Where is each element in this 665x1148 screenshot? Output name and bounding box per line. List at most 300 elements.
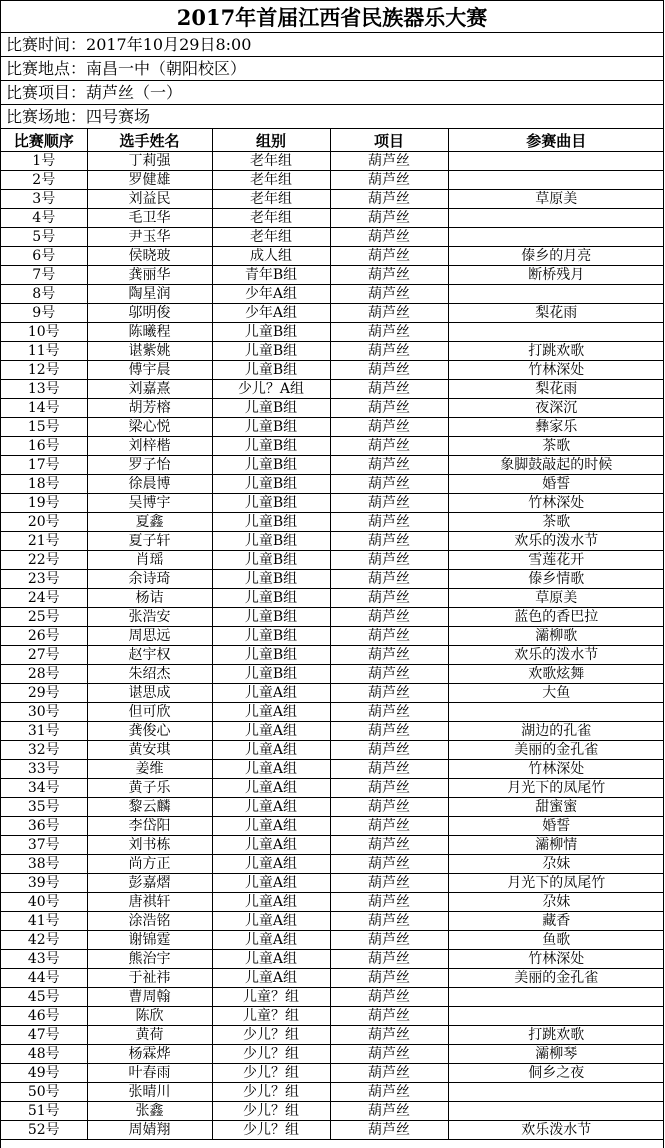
- table-row: [1, 361, 664, 380]
- cell-group: 儿童A组: [212, 760, 330, 779]
- cell-piece: 茶歌: [448, 437, 664, 456]
- cell-group: 儿童B组: [212, 494, 330, 513]
- cell-item: 葫芦丝: [330, 608, 448, 627]
- cell-item: 葫芦丝: [330, 228, 448, 247]
- cell-group: 少年A组: [212, 304, 330, 323]
- cell-piece: 断桥残月: [448, 266, 664, 285]
- cell-piece: [448, 152, 664, 171]
- cell-item: 葫芦丝: [330, 665, 448, 684]
- cell-order: 23号: [1, 570, 87, 589]
- cell-group: 儿童B组: [212, 570, 330, 589]
- cell-piece: 大鱼: [448, 684, 664, 703]
- cell-group: 儿童B组: [212, 551, 330, 570]
- cell-group: 儿童B组: [212, 437, 330, 456]
- cell-order: 35号: [1, 798, 87, 817]
- cell-piece: 灞柳琴: [448, 1045, 664, 1064]
- cell-item: 葫芦丝: [330, 171, 448, 190]
- info-value: 葫芦丝（一）: [86, 83, 183, 102]
- cell-group: 儿童B组: [212, 627, 330, 646]
- cell-order: 30号: [1, 703, 87, 722]
- cell-item: 葫芦丝: [330, 399, 448, 418]
- cell-group: 儿童B组: [212, 646, 330, 665]
- cell-name: 罗子怡: [87, 456, 212, 475]
- cell-item: 葫芦丝: [330, 988, 448, 1007]
- table-row: [1, 741, 664, 760]
- info-value: 四号赛场: [86, 107, 151, 126]
- cell-group: 儿童A组: [212, 969, 330, 988]
- table-row: [1, 798, 664, 817]
- cell-group: 儿童A组: [212, 703, 330, 722]
- table-row: [1, 190, 664, 209]
- info-value: 2017年10月29日8:00: [86, 35, 252, 54]
- table-row: [1, 760, 664, 779]
- info-label: 比赛项目：: [6, 83, 87, 102]
- cell-order: 6号: [1, 247, 87, 266]
- cell-piece: 竹林深处: [448, 950, 664, 969]
- cell-order: 24号: [1, 589, 87, 608]
- table-row: [1, 1045, 664, 1064]
- table-row: [1, 570, 664, 589]
- cell-piece: 象脚鼓敲起的时候: [448, 456, 664, 475]
- cell-item: 葫芦丝: [330, 874, 448, 893]
- cell-group: 儿童？组: [212, 988, 330, 1007]
- cell-group: 儿童A组: [212, 684, 330, 703]
- cell-group: 儿童A组: [212, 722, 330, 741]
- cell-piece: 婚誓: [448, 817, 664, 836]
- cell-name: 陶星润: [87, 285, 212, 304]
- cell-order: 36号: [1, 817, 87, 836]
- cell-group: 老年组: [212, 171, 330, 190]
- cell-piece: 竹林深处: [448, 494, 664, 513]
- cell-order: 41号: [1, 912, 87, 931]
- table-row: [1, 1102, 664, 1121]
- table-row: [1, 513, 664, 532]
- cell-order: 40号: [1, 893, 87, 912]
- cell-order: 18号: [1, 475, 87, 494]
- table-row: [1, 665, 664, 684]
- table-row: [1, 684, 664, 703]
- table-row: [1, 874, 664, 893]
- cell-piece: 草原美: [448, 190, 664, 209]
- cell-name: 朱绍杰: [87, 665, 212, 684]
- table-row: [1, 304, 664, 323]
- cell-group: 儿童B组: [212, 608, 330, 627]
- cell-piece: 甜蜜蜜: [448, 798, 664, 817]
- table-row: [1, 266, 664, 285]
- cell-group: 儿童B组: [212, 323, 330, 342]
- cell-name: 刘梓楷: [87, 437, 212, 456]
- cell-group: 少儿？组: [212, 1045, 330, 1064]
- cell-item: 葫芦丝: [330, 304, 448, 323]
- cell-piece: 尕妹: [448, 893, 664, 912]
- cell-name: 龚丽华: [87, 266, 212, 285]
- info-venue: [1, 105, 663, 129]
- cell-piece: 美丽的金孔雀: [448, 969, 664, 988]
- cell-piece: 傣乡情歌: [448, 570, 664, 589]
- cell-group: 儿童B组: [212, 665, 330, 684]
- cell-name: 陈欣: [87, 1007, 212, 1026]
- cell-item: 葫芦丝: [330, 342, 448, 361]
- cell-name: 龚俊心: [87, 722, 212, 741]
- header-name: 选手姓名: [87, 129, 212, 152]
- cell-order: 2号: [1, 171, 87, 190]
- cell-item: 葫芦丝: [330, 950, 448, 969]
- info-location: [1, 57, 663, 81]
- cell-name: 熊治宇: [87, 950, 212, 969]
- cell-piece: 欢乐的泼水节: [448, 532, 664, 551]
- table-row: [1, 836, 664, 855]
- cell-group: 儿童B组: [212, 475, 330, 494]
- cell-name: 谌紫姚: [87, 342, 212, 361]
- table-row: [1, 1083, 664, 1102]
- table-row: [1, 1007, 664, 1026]
- cell-order: 37号: [1, 836, 87, 855]
- cell-order: 47号: [1, 1026, 87, 1045]
- cell-order: 29号: [1, 684, 87, 703]
- cell-piece: 灞柳歌: [448, 627, 664, 646]
- cell-piece: 打跳欢歌: [448, 342, 664, 361]
- table-row: [1, 475, 664, 494]
- table-row: [1, 589, 664, 608]
- cell-group: 儿童A组: [212, 855, 330, 874]
- cell-name: 刘益民: [87, 190, 212, 209]
- cell-order: 42号: [1, 931, 87, 950]
- cell-name: 傅宇晨: [87, 361, 212, 380]
- cell-order: 45号: [1, 988, 87, 1007]
- cell-name: 彭嘉熠: [87, 874, 212, 893]
- table-row: [1, 722, 664, 741]
- cell-piece: 草原美: [448, 589, 664, 608]
- cell-group: 少儿？组: [212, 1083, 330, 1102]
- info-label: 比赛时间：: [6, 35, 87, 54]
- table-row: [1, 152, 664, 171]
- cell-order: 51号: [1, 1102, 87, 1121]
- cell-item: 葫芦丝: [330, 912, 448, 931]
- cell-group: 儿童B组: [212, 361, 330, 380]
- table-row: [1, 646, 664, 665]
- cell-name: 叶春雨: [87, 1064, 212, 1083]
- cell-name: 李岱阳: [87, 817, 212, 836]
- cell-piece: 藏香: [448, 912, 664, 931]
- table-row: [1, 532, 664, 551]
- table-row: [1, 779, 664, 798]
- cell-group: 少儿？组: [212, 1121, 330, 1140]
- table-row: [1, 399, 664, 418]
- table-body: [1, 152, 664, 1140]
- cell-item: 葫芦丝: [330, 893, 448, 912]
- cell-group: 儿童B组: [212, 532, 330, 551]
- cell-name: 黄安琪: [87, 741, 212, 760]
- cell-order: 25号: [1, 608, 87, 627]
- cell-piece: [448, 323, 664, 342]
- cell-name: 黄荷: [87, 1026, 212, 1045]
- cell-name: 谌思成: [87, 684, 212, 703]
- info-value: 南昌一中（朝阳校区）: [86, 59, 247, 78]
- cell-item: 葫芦丝: [330, 209, 448, 228]
- cell-item: 葫芦丝: [330, 475, 448, 494]
- table-row: [1, 247, 664, 266]
- cell-piece: 月光下的凤尾竹: [448, 874, 664, 893]
- table-row: [1, 988, 664, 1007]
- cell-order: 10号: [1, 323, 87, 342]
- cell-name: 曹周翰: [87, 988, 212, 1007]
- table-row: [1, 855, 664, 874]
- cell-group: 少儿？A组: [212, 380, 330, 399]
- cell-item: 葫芦丝: [330, 646, 448, 665]
- cell-item: 葫芦丝: [330, 684, 448, 703]
- cell-piece: [448, 1102, 664, 1121]
- cell-name: 徐晨博: [87, 475, 212, 494]
- cell-group: 少儿？组: [212, 1064, 330, 1083]
- cell-name: 杨霖烨: [87, 1045, 212, 1064]
- cell-item: 葫芦丝: [330, 418, 448, 437]
- info-event: [1, 81, 663, 105]
- cell-order: 7号: [1, 266, 87, 285]
- cell-order: 43号: [1, 950, 87, 969]
- cell-item: 葫芦丝: [330, 1007, 448, 1026]
- cell-group: 儿童B组: [212, 513, 330, 532]
- cell-item: 葫芦丝: [330, 285, 448, 304]
- cell-item: 葫芦丝: [330, 798, 448, 817]
- schedule-table: [1, 129, 664, 1140]
- table-row: [1, 969, 664, 988]
- cell-order: 5号: [1, 228, 87, 247]
- table-row: [1, 817, 664, 836]
- cell-name: 姜维: [87, 760, 212, 779]
- cell-item: 葫芦丝: [330, 323, 448, 342]
- cell-piece: [448, 171, 664, 190]
- cell-piece: [448, 285, 664, 304]
- cell-group: 儿童A组: [212, 931, 330, 950]
- cell-piece: 欢歌炫舞: [448, 665, 664, 684]
- cell-group: 老年组: [212, 228, 330, 247]
- cell-name: 刘书栋: [87, 836, 212, 855]
- cell-piece: 湖边的孔雀: [448, 722, 664, 741]
- cell-order: 34号: [1, 779, 87, 798]
- cell-name: 余诗琦: [87, 570, 212, 589]
- cell-name: 周婧翔: [87, 1121, 212, 1140]
- cell-group: 老年组: [212, 190, 330, 209]
- cell-order: 22号: [1, 551, 87, 570]
- cell-item: 葫芦丝: [330, 760, 448, 779]
- cell-order: 32号: [1, 741, 87, 760]
- cell-order: 52号: [1, 1121, 87, 1140]
- cell-group: 成人组: [212, 247, 330, 266]
- header-group: 组别: [212, 129, 330, 152]
- cell-item: 葫芦丝: [330, 836, 448, 855]
- cell-group: 儿童B组: [212, 456, 330, 475]
- cell-name: 毛卫华: [87, 209, 212, 228]
- table-row: [1, 380, 664, 399]
- table-row: [1, 931, 664, 950]
- cell-order: 28号: [1, 665, 87, 684]
- cell-group: 少儿？组: [212, 1026, 330, 1045]
- cell-group: 儿童B组: [212, 399, 330, 418]
- cell-name: 唐祺轩: [87, 893, 212, 912]
- cell-order: 48号: [1, 1045, 87, 1064]
- cell-order: 4号: [1, 209, 87, 228]
- cell-name: 赵宇权: [87, 646, 212, 665]
- cell-order: 17号: [1, 456, 87, 475]
- cell-item: 葫芦丝: [330, 779, 448, 798]
- cell-item: 葫芦丝: [330, 1102, 448, 1121]
- cell-name: 于祉祎: [87, 969, 212, 988]
- info-label: 比赛场地：: [6, 107, 87, 126]
- cell-piece: [448, 1007, 664, 1026]
- cell-piece: [448, 988, 664, 1007]
- cell-name: 张浩安: [87, 608, 212, 627]
- table-row: [1, 285, 664, 304]
- header-piece: 参赛曲目: [448, 129, 664, 152]
- cell-name: 邬明俊: [87, 304, 212, 323]
- table-row: [1, 627, 664, 646]
- cell-piece: 傣乡的月亮: [448, 247, 664, 266]
- cell-item: 葫芦丝: [330, 456, 448, 475]
- cell-group: 儿童A组: [212, 798, 330, 817]
- table-header-row: [1, 129, 664, 152]
- cell-item: 葫芦丝: [330, 570, 448, 589]
- cell-group: 老年组: [212, 152, 330, 171]
- cell-item: 葫芦丝: [330, 855, 448, 874]
- cell-order: 46号: [1, 1007, 87, 1026]
- cell-order: 31号: [1, 722, 87, 741]
- table-row: [1, 209, 664, 228]
- cell-group: 儿童B组: [212, 418, 330, 437]
- cell-item: 葫芦丝: [330, 722, 448, 741]
- cell-item: 葫芦丝: [330, 437, 448, 456]
- cell-piece: 灞柳情: [448, 836, 664, 855]
- header-order: 比赛顺序: [1, 129, 87, 152]
- cell-name: 夏子轩: [87, 532, 212, 551]
- cell-piece: 打跳欢歌: [448, 1026, 664, 1045]
- cell-group: 儿童B组: [212, 589, 330, 608]
- cell-item: 葫芦丝: [330, 931, 448, 950]
- cell-name: 罗健雄: [87, 171, 212, 190]
- cell-order: 15号: [1, 418, 87, 437]
- cell-item: 葫芦丝: [330, 627, 448, 646]
- cell-group: 少儿？组: [212, 1102, 330, 1121]
- cell-order: 11号: [1, 342, 87, 361]
- cell-piece: 婚誓: [448, 475, 664, 494]
- cell-piece: 尕妹: [448, 855, 664, 874]
- cell-item: 葫芦丝: [330, 494, 448, 513]
- cell-group: 儿童A组: [212, 874, 330, 893]
- cell-name: 刘嘉熹: [87, 380, 212, 399]
- cell-item: 葫芦丝: [330, 247, 448, 266]
- cell-item: 葫芦丝: [330, 817, 448, 836]
- cell-piece: 蓝色的香巴拉: [448, 608, 664, 627]
- cell-order: 20号: [1, 513, 87, 532]
- cell-order: 9号: [1, 304, 87, 323]
- cell-item: 葫芦丝: [330, 1026, 448, 1045]
- cell-order: 38号: [1, 855, 87, 874]
- info-label: 比赛地点：: [6, 59, 87, 78]
- cell-piece: 鱼歌: [448, 931, 664, 950]
- cell-piece: 雪莲花开: [448, 551, 664, 570]
- cell-order: 8号: [1, 285, 87, 304]
- cell-name: 黎云麟: [87, 798, 212, 817]
- cell-order: 3号: [1, 190, 87, 209]
- cell-name: 尚方正: [87, 855, 212, 874]
- page-title: 2017年首届江西省民族器乐大赛: [1, 0, 663, 33]
- table-row: [1, 323, 664, 342]
- cell-name: 涂浩铭: [87, 912, 212, 931]
- cell-item: 葫芦丝: [330, 532, 448, 551]
- cell-piece: [448, 1083, 664, 1102]
- cell-group: 儿童A组: [212, 912, 330, 931]
- cell-name: 胡芳榕: [87, 399, 212, 418]
- table-row: [1, 342, 664, 361]
- cell-name: 丁莉强: [87, 152, 212, 171]
- cell-item: 葫芦丝: [330, 380, 448, 399]
- cell-item: 葫芦丝: [330, 1121, 448, 1140]
- cell-item: 葫芦丝: [330, 513, 448, 532]
- cell-item: 葫芦丝: [330, 703, 448, 722]
- table-row: [1, 494, 664, 513]
- cell-name: 陈曦程: [87, 323, 212, 342]
- table-row: [1, 171, 664, 190]
- cell-name: 张晴川: [87, 1083, 212, 1102]
- cell-group: 儿童？组: [212, 1007, 330, 1026]
- info-time: [1, 33, 663, 57]
- table-row: [1, 950, 664, 969]
- cell-item: 葫芦丝: [330, 152, 448, 171]
- cell-order: 12号: [1, 361, 87, 380]
- cell-piece: 欢乐的泼水节: [448, 646, 664, 665]
- table-row: [1, 418, 664, 437]
- cell-name: 黄子乐: [87, 779, 212, 798]
- table-row: [1, 551, 664, 570]
- cell-item: 葫芦丝: [330, 1045, 448, 1064]
- cell-name: 吴博宇: [87, 494, 212, 513]
- cell-group: 少年A组: [212, 285, 330, 304]
- table-row: [1, 437, 664, 456]
- table-row: [1, 912, 664, 931]
- cell-group: 儿童A组: [212, 893, 330, 912]
- cell-order: 21号: [1, 532, 87, 551]
- cell-order: 49号: [1, 1064, 87, 1083]
- cell-order: 33号: [1, 760, 87, 779]
- cell-item: 葫芦丝: [330, 589, 448, 608]
- cell-order: 50号: [1, 1083, 87, 1102]
- cell-piece: 欢乐泼水节: [448, 1121, 664, 1140]
- cell-order: 1号: [1, 152, 87, 171]
- cell-piece: 侗乡之夜: [448, 1064, 664, 1083]
- cell-group: 儿童A组: [212, 741, 330, 760]
- cell-name: 谢锦霆: [87, 931, 212, 950]
- cell-item: 葫芦丝: [330, 1083, 448, 1102]
- cell-item: 葫芦丝: [330, 551, 448, 570]
- cell-order: 27号: [1, 646, 87, 665]
- cell-name: 但可欣: [87, 703, 212, 722]
- cell-name: 侯晓玻: [87, 247, 212, 266]
- cell-name: 夏鑫: [87, 513, 212, 532]
- cell-order: 39号: [1, 874, 87, 893]
- cell-name: 肖瑶: [87, 551, 212, 570]
- cell-group: 老年组: [212, 209, 330, 228]
- cell-name: 周思远: [87, 627, 212, 646]
- table-row: [1, 1064, 664, 1083]
- cell-item: 葫芦丝: [330, 969, 448, 988]
- cell-group: 儿童A组: [212, 779, 330, 798]
- cell-name: 杨诘: [87, 589, 212, 608]
- table-row: [1, 228, 664, 247]
- cell-piece: [448, 228, 664, 247]
- cell-order: 26号: [1, 627, 87, 646]
- table-row: [1, 1026, 664, 1045]
- cell-order: 44号: [1, 969, 87, 988]
- cell-piece: 梨花雨: [448, 380, 664, 399]
